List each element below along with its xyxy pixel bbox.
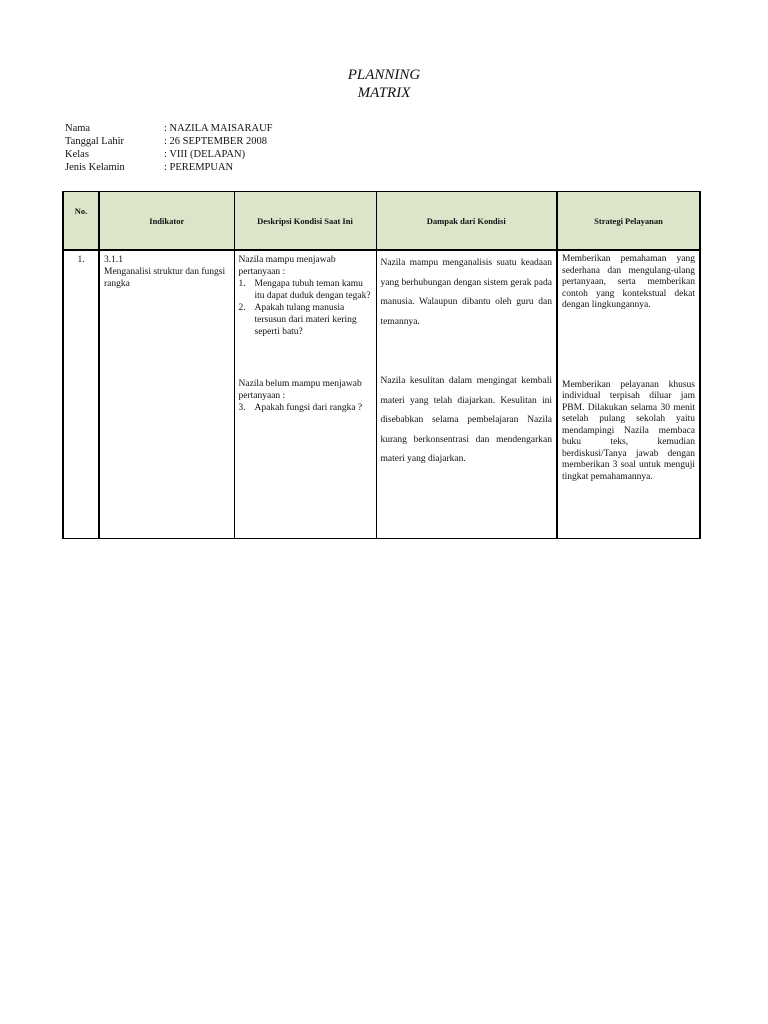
info-value: : 26 SEPTEMBER 2008 bbox=[164, 136, 267, 147]
list-number: 3. bbox=[238, 403, 246, 413]
list-number: 1. bbox=[238, 279, 246, 289]
info-label: Nama bbox=[65, 123, 91, 134]
list-item bbox=[239, 278, 372, 302]
cell-no: 1. bbox=[63, 250, 99, 538]
dampak-text-2: Nazila kesulitan dalam mengingat kembali materi yang telah diajarkan. Kesulitan ini disebabkan selama pembelajaran Nazila kurang berkonsentrasi dan mendengarkan materi yang diajarkan. bbox=[380, 376, 552, 464]
dampak-text-1: Nazila mampu menganalisis suatu keadaan yang berhubungan dengan sistem gerak pada manusia. Walaupun dibantu oleh guru dan temannya. bbox=[380, 258, 552, 327]
cell-indikator bbox=[99, 250, 234, 538]
info-row-jenis-kelamin bbox=[65, 161, 273, 174]
info-row-kelas bbox=[65, 148, 273, 161]
info-row-tanggal-lahir bbox=[65, 135, 273, 148]
header-indikator: Indikator bbox=[99, 192, 234, 251]
header-deskripsi: Deskripsi Kondisi Saat Ini bbox=[234, 192, 376, 251]
planning-matrix-table bbox=[62, 191, 701, 539]
table-header-row bbox=[63, 192, 700, 251]
deskripsi-list-1 bbox=[239, 278, 372, 338]
student-info bbox=[65, 122, 273, 174]
table-row bbox=[63, 250, 700, 538]
info-row-nama bbox=[65, 122, 273, 135]
list-item bbox=[239, 302, 372, 338]
header-no: No. bbox=[63, 192, 99, 251]
header-dampak: Dampak dari Kondisi bbox=[376, 192, 557, 251]
info-value: : PEREMPUAN bbox=[164, 162, 234, 173]
strategi-text-2: Memberikan pelayanan khusus individual terpisah diluar jam PBM. Dilakukan selama 30 menit setelah pulang sekolah yaitu mendampingi Nazila membaca buku teks, kemudian berdiskusi/Tanya jawab dengan memberikan 3 soal untuk menguji tingkat pemahamannya. bbox=[562, 379, 695, 482]
list-text: Apakah fungsi dari rangka ? bbox=[254, 403, 363, 413]
title-line-2: MATRIX bbox=[357, 85, 411, 101]
cell-strategi bbox=[557, 250, 700, 538]
cell-deskripsi bbox=[234, 250, 376, 538]
header-strategi: Strategi Pelayanan bbox=[557, 192, 700, 251]
list-number: 2. bbox=[238, 303, 246, 313]
cell-dampak bbox=[376, 250, 557, 538]
deskripsi-list-2 bbox=[239, 402, 372, 414]
title-line-1: PLANNING bbox=[347, 67, 421, 83]
info-label: Jenis Kelamin bbox=[65, 162, 125, 173]
info-value: : VIII (DELAPAN) bbox=[164, 149, 246, 160]
strategi-text-1: Memberikan pemahaman yang sederhana dan mengulang-ulang pertanyaan, serta memberikan contoh yang kontekstual dekat dengan lingkungannya. bbox=[562, 254, 695, 310]
info-label: Tanggal Lahir bbox=[65, 136, 125, 147]
list-text: Apakah tulang manusia tersusun dari materi kering seperti batu? bbox=[254, 303, 357, 337]
list-item bbox=[239, 402, 372, 414]
info-value: : NAZILA MAISARAUF bbox=[164, 123, 273, 134]
page-title bbox=[0, 66, 768, 102]
indikator-text: Menganalisi struktur dan fungsi rangka bbox=[104, 267, 226, 289]
deskripsi-intro-1: Nazila mampu menjawab pertanyaan : bbox=[238, 255, 336, 277]
list-text: Mengapa tubuh teman kamu itu dapat duduk dengan tegak? bbox=[254, 279, 371, 301]
deskripsi-intro-2: Nazila belum mampu menjawab pertanyaan : bbox=[238, 379, 362, 401]
indikator-code: 3.1.1 bbox=[104, 255, 123, 265]
info-label: Kelas bbox=[65, 149, 89, 160]
